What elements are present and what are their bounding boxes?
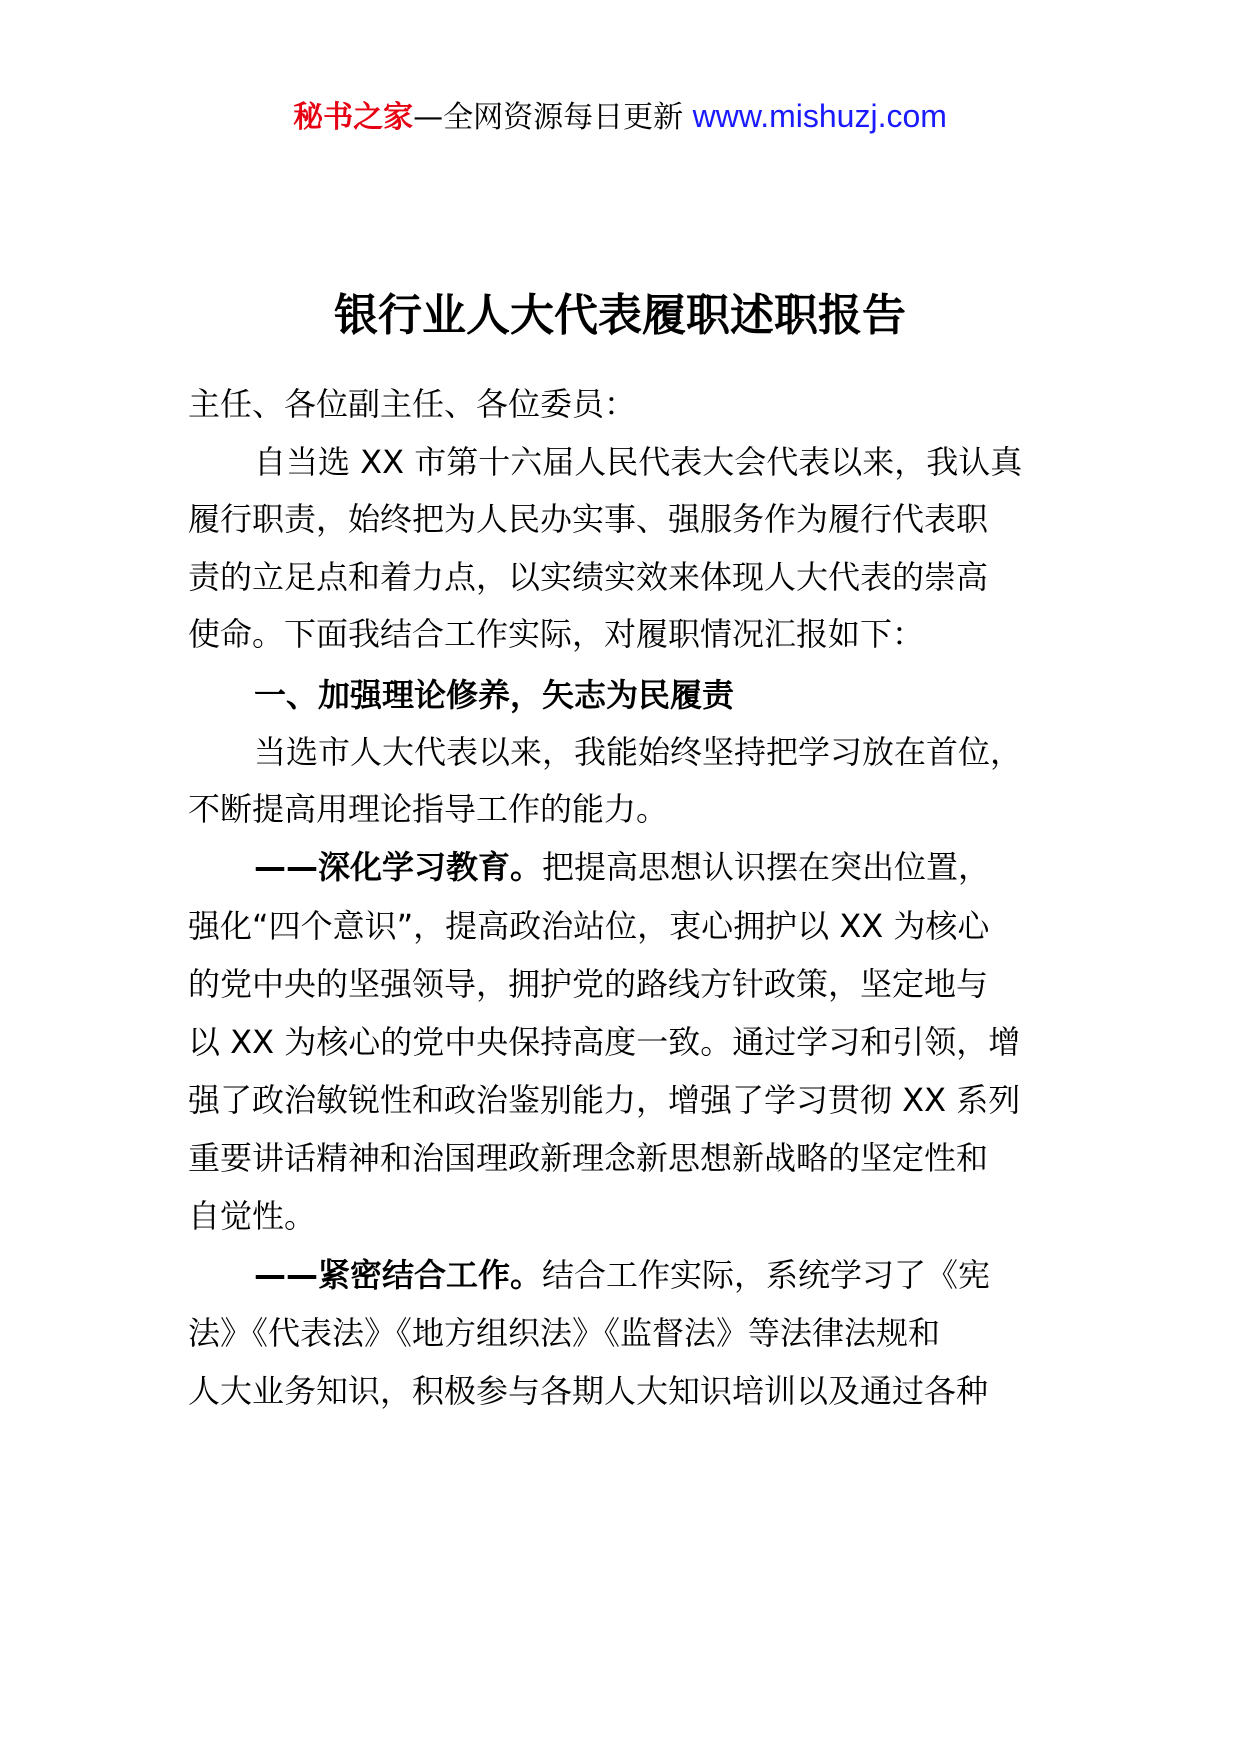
site-header — [0, 96, 1240, 138]
item-1-first-line — [254, 845, 990, 889]
site-url-link[interactable]: www.mishuzj.com — [692, 98, 947, 134]
document-title: 银行业人大代表履职述职报告 — [334, 290, 906, 341]
site-tagline: —全网资源每日更新 — [413, 100, 693, 135]
item-1-line-2: 强化“四个意识”，提高政治站位，衷心拥护以 XX 为核心 — [188, 907, 990, 945]
intro-line-4: 使命。下面我结合工作实际，对履职情况汇报如下： — [188, 615, 925, 653]
site-brand: 秘书之家 — [293, 100, 414, 135]
item-2-line-3: 人大业务知识，积极参与各期人大知识培训以及通过各种 — [188, 1372, 989, 1410]
section-1-line-2: 不断提高用理论指导工作的能力。 — [188, 790, 669, 828]
item-1-first-text: 把提高思想认识摆在突出位置， — [542, 848, 991, 886]
section-1-line-1: 当选市人大代表以来，我能始终坚持把学习放在首位， — [254, 733, 1023, 771]
intro-line-3: 责的立足点和着力点，以实绩实效来体现人大代表的崇高 — [188, 558, 989, 596]
item-2-first-text: 结合工作实际，系统学习了《宪 — [542, 1256, 991, 1294]
item-1-line-6: 重要讲话精神和治国理政新理念新思想新战略的坚定性和 — [188, 1139, 989, 1177]
item-1-line-3: 的党中央的坚强领导，拥护党的路线方针政策，坚定地与 — [188, 965, 989, 1003]
item-1-line-7: 自觉性。 — [188, 1197, 317, 1235]
intro-line-1: 自当选 XX 市第十六届人民代表大会代表以来，我认真 — [254, 443, 1023, 481]
section-1-heading: 一、加强理论修养，矢志为民履责 — [254, 676, 735, 714]
item-2-first-line — [254, 1253, 990, 1297]
item-1-line-4: 以 XX 为核心的党中央保持高度一致。通过学习和引领，增 — [188, 1023, 1021, 1061]
item-2-line-2: 法》《代表法》《地方组织法》《监督法》等法律法规和 — [188, 1314, 941, 1352]
item-2-label: ——紧密结合工作。 — [254, 1256, 543, 1294]
salutation: 主任、各位副主任、各位委员： — [188, 385, 637, 423]
item-1-line-5: 强了政治敏锐性和政治鉴别能力，增强了学习贯彻 XX 系列 — [188, 1081, 1021, 1119]
intro-line-2: 履行职责，始终把为人民办实事、强服务作为履行代表职 — [188, 500, 989, 538]
item-1-label: ——深化学习教育。 — [254, 848, 543, 886]
